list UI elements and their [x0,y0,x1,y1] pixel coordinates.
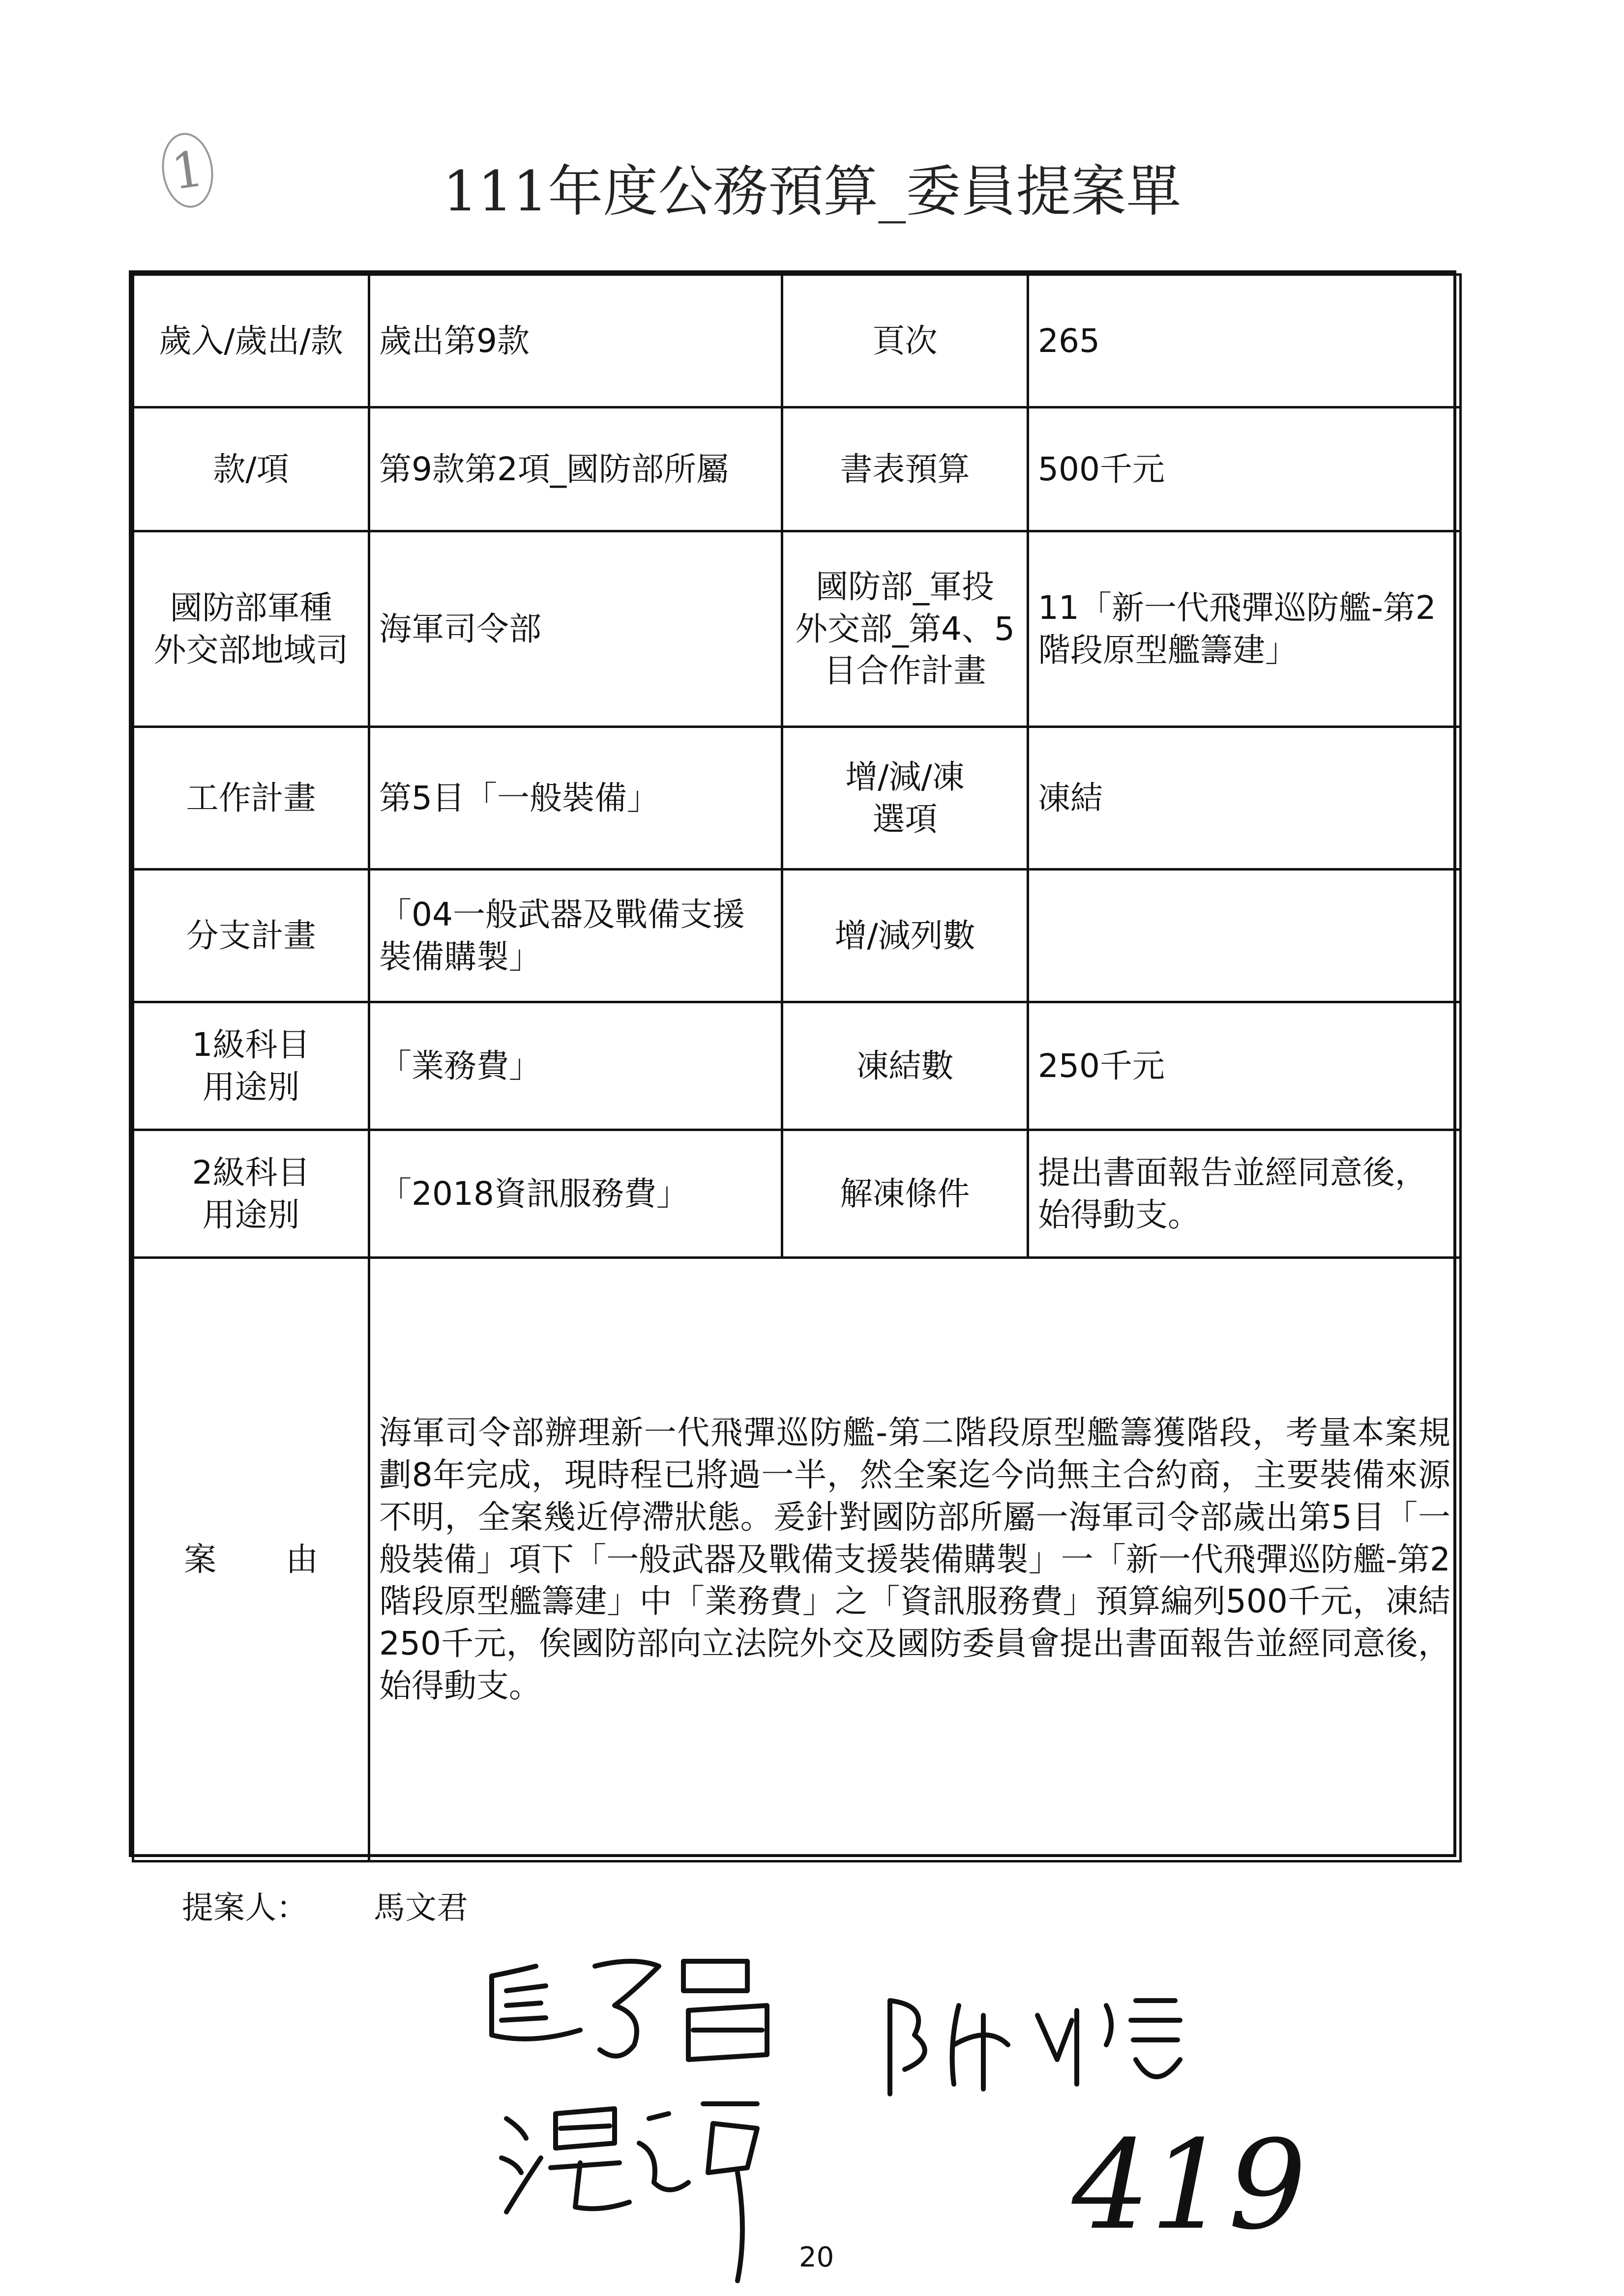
field-value: 第5目「一般裝備」 [369,727,782,870]
reason-row [133,1258,1461,1861]
field-label: 歲入/歲出/款 [133,275,369,407]
field-value: 海軍司令部 [369,531,782,727]
field-label: 凍結數 [782,1002,1028,1130]
handwritten-signature-1 [472,1947,816,2079]
table-row [133,275,1461,407]
table-row [133,1130,1461,1258]
field-label: 書表預算 [782,407,1028,531]
table-row [133,1002,1461,1130]
field-label: 增/減列數 [782,870,1028,1002]
handwritten-signature-2 [860,1986,1195,2104]
field-value: 500千元 [1028,407,1461,531]
page-number: 419 [1072,2114,1307,2257]
field-value: 凍結 [1028,727,1461,870]
table-row [133,870,1461,1002]
field-value: 提出書面報告並經同意後，始得動支。 [1028,1130,1461,1258]
field-value: 第9款第2項_國防部所屬 [369,407,782,531]
circled-number-mark: 1 [157,130,218,211]
field-label: 款/項 [133,407,369,531]
field-label: 國防部_軍投 外交部_第4、5 目合作計畫 [782,531,1028,727]
field-value: 250千元 [1028,1002,1461,1130]
reason-label: 案 由 [133,1258,369,1861]
proposal-form [129,270,1456,1857]
field-value: 265 [1028,275,1461,407]
field-value: 11「新一代飛彈巡防艦-第2階段原型艦籌建」 [1028,531,1461,727]
field-label: 增/減/凍 選項 [782,727,1028,870]
field-value: 「2018資訊服務費」 [369,1130,782,1258]
field-label: 解凍條件 [782,1130,1028,1258]
proposer-name: 馬文君 [374,1890,468,1926]
field-label: 1級科目 用途別 [133,1002,369,1130]
field-value [1028,870,1461,1002]
field-value: 「業務費」 [369,1002,782,1130]
table-row [133,727,1461,870]
page-title: 111年度公務預算_委員提案單 [443,160,1181,224]
field-label: 國防部軍種 外交部地域司 [133,531,369,727]
proposer-label: 提案人： [182,1890,308,1926]
field-label: 頁次 [782,275,1028,407]
field-label: 分支計畫 [133,870,369,1002]
field-label: 2級科目 用途別 [133,1130,369,1258]
handwritten-signature-3 [492,2084,806,2291]
reason-text: 海軍司令部辦理新一代飛彈巡防艦-第二階段原型艦籌獲階段，考量本案規劃8年完成，現時程已將過一半，然全案迄今尚無主合約商，主要裝備來源不明，全案幾近停滯狀態。爰針對國防部所屬一海軍司令部歲出第5目「一般裝備」項下「一般武器及戰備支援裝備購製」一「新一代飛彈巡防艦-第2階段原型艦籌建」中「業務費」之「資訊服務費」預算編列500千元，凍結250千元，俟國防部向立法院外交及國防委員會提出書面報告並經同意後，始得動支。 [369,1258,1461,1861]
table-row [133,407,1461,531]
small-number: 20 [799,2241,834,2273]
field-label: 工作計畫 [133,727,369,870]
table-row [133,531,1461,727]
field-value: 「04一般武器及戰備支援裝備購製」 [369,870,782,1002]
field-value: 歲出第9款 [369,275,782,407]
